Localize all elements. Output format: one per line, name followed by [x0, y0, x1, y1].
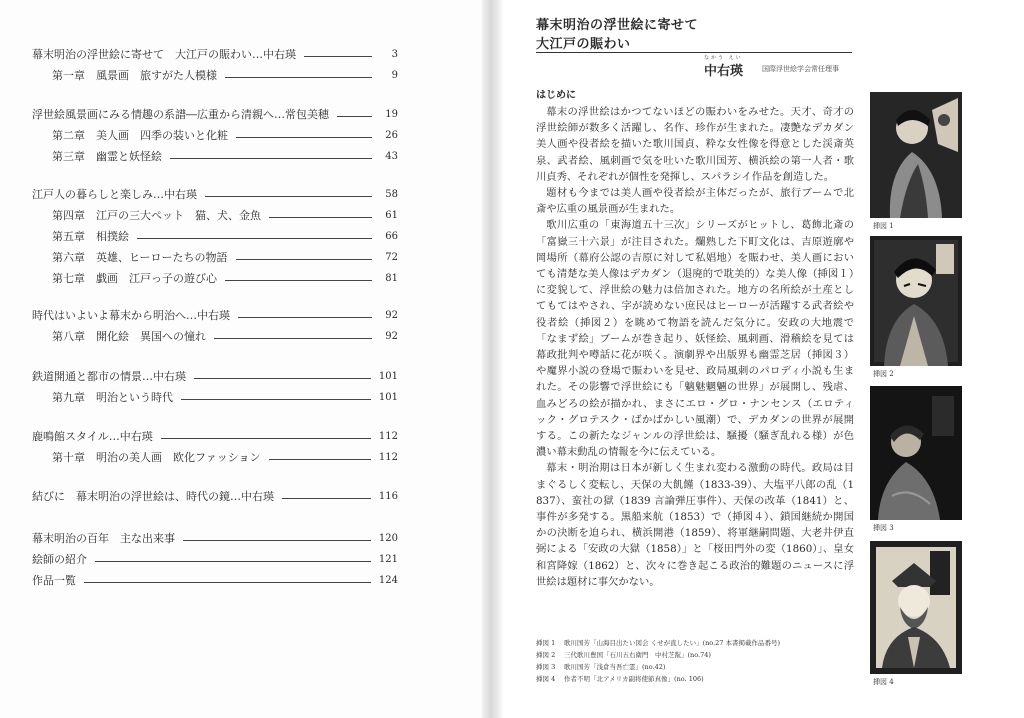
- toc-leader-line: [269, 459, 371, 460]
- paragraph: 題材も今までは美人画や役者絵が主体だったが、旅行ブームで北斎や広重の風景画が生まれた。: [536, 187, 854, 216]
- article-title-line1: 幕末明治の浮世絵に寄せて: [536, 18, 699, 33]
- toc-leader-line: [236, 137, 372, 138]
- title-rule: [536, 52, 852, 53]
- toc-entry: [32, 532, 398, 546]
- toc-entry: [52, 391, 398, 405]
- toc-leader-line: [161, 438, 371, 439]
- toc-entry: [52, 272, 398, 286]
- toc-entry-title: 第一章 風景画 旅すがた人模様: [52, 69, 217, 82]
- caption-row: 挿図 4 作者不明「北アメリカ副将使節真像」(no. 106): [536, 675, 704, 683]
- toc-entry-page: 124: [378, 575, 398, 586]
- toc-entry-title: 第三章 幽霊と妖怪絵: [52, 150, 162, 163]
- toc-entry-title: 鉄道開通と都市の情景…中右瑛: [32, 370, 186, 383]
- toc-entry-title: 第五章 相撲絵: [52, 230, 129, 243]
- toc-leader-line: [137, 238, 372, 239]
- toc-entry-page: 26: [385, 130, 398, 141]
- author-ruby: なかう えい: [704, 55, 743, 61]
- toc-entry-title: 幕末明治の百年 主な出来事: [32, 532, 175, 545]
- toc-entry-page: 61: [385, 210, 398, 221]
- toc-entry-page: 66: [385, 231, 398, 242]
- toc-entry: [52, 251, 398, 265]
- toc-entry: [52, 69, 398, 83]
- toc-entry: [32, 108, 398, 122]
- toc-entry-title: 第六章 英雄、ヒーローたちの物語: [52, 251, 228, 264]
- toc-entry-title: 鹿鳴館スタイル…中右瑛: [32, 430, 153, 443]
- figure-image-2: [870, 236, 962, 366]
- toc-leader-line: [304, 56, 372, 57]
- author-role: 国際浮世絵学会常任理事: [762, 65, 839, 73]
- toc-entry-title: 時代はいよいよ幕末から明治へ…中右瑛: [32, 309, 230, 322]
- figure-label: 挿図 1: [873, 222, 894, 230]
- toc-leader-line: [95, 561, 371, 562]
- toc-entry: [32, 553, 398, 567]
- toc-leader-line: [225, 280, 372, 281]
- section-heading: はじめに: [536, 90, 576, 101]
- caption-row: 挿図 3 歌川国芳「浅倉当吾亡霊」(no.42): [536, 663, 666, 671]
- toc-entry: [52, 230, 398, 244]
- paragraph: 幕末・明治期は日本が新しく生まれ変わる激動の時代。政局は目まぐるしく変転し、天保の大飢饉（1833-39）、大塩平八郎の乱（1837）、蛮社の獄（1839 言論弾圧事件）、天保の改革（1841）と、事件が多発する。黒船来航（1853）で（挿図４）、鎖国継続か開国かの決断を迫られ、横浜開港（1859）、将軍継嗣問題、大老井伊直弼による「安政の大獄（1858）」と「桜田門外の変（1860）」、皇女和宮降嫁（1862）と、次々に巻き起こる政治的難題のニュースに浮世絵は題材に事欠かない。: [536, 462, 854, 588]
- toc-entry: [32, 48, 398, 62]
- toc-leader-line: [337, 116, 372, 117]
- toc-entry: [32, 309, 398, 323]
- toc-leader-line: [238, 317, 372, 318]
- toc-entry-page: 9: [391, 70, 398, 81]
- toc-leader-line: [269, 217, 372, 218]
- toc-leader-line: [181, 399, 371, 400]
- toc-entry-page: 58: [385, 189, 398, 200]
- toc-entry: [32, 430, 398, 444]
- toc-entry-title: 第八章 開化絵 異国への憧れ: [52, 330, 206, 343]
- toc-entry-title: 浮世絵風景画にみる情趣の系譜―広重から清親へ…常包美穂: [32, 108, 329, 121]
- figure-label: 挿図 2: [873, 370, 894, 378]
- toc-entry: [52, 451, 398, 465]
- toc-leader-line: [282, 498, 371, 499]
- toc-leader-line: [225, 77, 372, 78]
- toc-entry-page: 112: [378, 431, 398, 442]
- paragraph: 幕末の浮世絵はかつてないほどの賑わいをみせた。天才、奇才の浮世絵師が数多く活躍し、名作、珍作が生まれた。凄艶なデカダン美人画や役者絵を描いた歌川国貞、粋な女性像を得意とした渓斎英泉、武者絵、風刺画で気を吐いた歌川国芳、横浜絵の第一人者・歌川貞秀、それぞれが個性を発揮し、スパラシイ作品を創造した。: [536, 106, 854, 183]
- toc-entry: [52, 209, 398, 223]
- toc-entry: [52, 129, 398, 143]
- toc-leader-line: [170, 158, 372, 159]
- book-gutter: [482, 0, 504, 718]
- toc-entry: [32, 574, 398, 588]
- toc-entry: [52, 150, 398, 164]
- toc-leader-line: [205, 196, 372, 197]
- toc-entry-page: 120: [378, 533, 398, 544]
- toc-entry-page: 92: [385, 331, 398, 342]
- toc-entry: [32, 188, 398, 202]
- toc-entry-page: 81: [385, 273, 398, 284]
- toc-leader-line: [183, 540, 371, 541]
- toc-entry: [52, 330, 398, 344]
- toc-entry-page: 101: [378, 392, 398, 403]
- caption-row: 挿図 2 三代歌川豊国「石川五右衛門 中村芝翫」(no.74): [536, 651, 711, 659]
- toc-entry-page: 121: [378, 554, 398, 565]
- toc-entry-page: 72: [385, 252, 398, 263]
- author-name: 中右瑛: [704, 64, 744, 79]
- toc-leader-line: [84, 582, 371, 583]
- toc-leader-line: [236, 259, 372, 260]
- article-title-line2: 大江戸の賑わい: [536, 37, 631, 52]
- toc-entry-title: 第二章 美人画 四季の装いと化粧: [52, 129, 228, 142]
- figure-image-1: [870, 92, 962, 218]
- toc-entry-title: 幕末明治の浮世絵に寄せて 大江戸の賑わい…中右瑛: [32, 48, 296, 61]
- toc-entry-title: 作品一覧: [32, 574, 76, 587]
- article-body: [536, 104, 854, 590]
- figure-label: 挿図 4: [873, 678, 894, 686]
- toc-entry-page: 19: [385, 109, 398, 120]
- toc-leader-line: [214, 338, 372, 339]
- toc-entry: [32, 490, 398, 504]
- toc-entry-page: 116: [378, 491, 398, 502]
- toc-entry-title: 第四章 江戸の三大ペット 猫、犬、金魚: [52, 209, 261, 222]
- toc-entry-title: 結びに 幕末明治の浮世絵は、時代の鏡…中右瑛: [32, 490, 274, 503]
- toc-entry-title: 第七章 戯画 江戸っ子の遊び心: [52, 272, 217, 285]
- toc-entry-page: 3: [391, 49, 398, 60]
- figure-image-3: [870, 386, 962, 520]
- toc-entry-page: 92: [385, 310, 398, 321]
- toc-entry-page: 101: [378, 371, 398, 382]
- toc-entry-title: 第九章 明治という時代: [52, 391, 173, 404]
- toc-entry-page: 112: [378, 452, 398, 463]
- toc-entry-title: 第十章 明治の美人画 欧化ファッション: [52, 451, 261, 464]
- toc-leader-line: [194, 378, 371, 379]
- figure-captions: [536, 637, 780, 685]
- toc-entry-page: 43: [385, 151, 398, 162]
- toc-entry-title: 江戸人の暮らしと楽しみ…中右瑛: [32, 188, 197, 201]
- toc-entry-title: 絵師の紹介: [32, 553, 87, 566]
- figure-image-4: [870, 541, 962, 674]
- toc-entry: [32, 370, 398, 384]
- caption-row: 挿図 1 歌川国芳「山海目出たい図会 くせが直したい」(no.27 本書掲載作品番号): [536, 639, 781, 647]
- paragraph: 歌川広重の「東海道五十三次」シリーズがヒットし、葛飾北斎の「富嶽三十六景」が注目された。爛熟した下町文化は、吉原遊廓や岡場所（幕府公認の吉原に対して私娼地）を賑わせ、美人画においても清楚な美人像はデカダン（退廃的で耽美的）な美人像（挿図１）に変貌して、浮世絵の魅力は倍加された。地方の名所絵が土産としてもてはやされ、字が読めない庶民はヒーローが活躍する武者絵や役者絵（挿図２）を眺めて物語を読んだ気分に。安政の大地震で「なまず絵」ブームが巻き起り、妖怪絵、風刺画、滑稽絵を見ては幕政批判や噂話に花が咲く。演劇界や出版界も幽霊芝居（挿図３）や魔界小説の登場で賑わいを見せ、政局風刺のパロディ小説も生まれた。その影響で浮世絵にも「魑魅魍魎の世界」が展開し、残虐、血みどろの絵が描かれ、まさにエロ・グロ・ナンセンス（エロティック・グロテスク・ばかばかしい風潮）で、デカダンの世界が展開する。この新たなジャンルの浮世絵は、騒擾（騒ぎ乱れる様）が色濃い幕末動乱の情報を今に伝えている。: [536, 219, 854, 459]
- figure-label: 挿図 3: [873, 524, 894, 532]
